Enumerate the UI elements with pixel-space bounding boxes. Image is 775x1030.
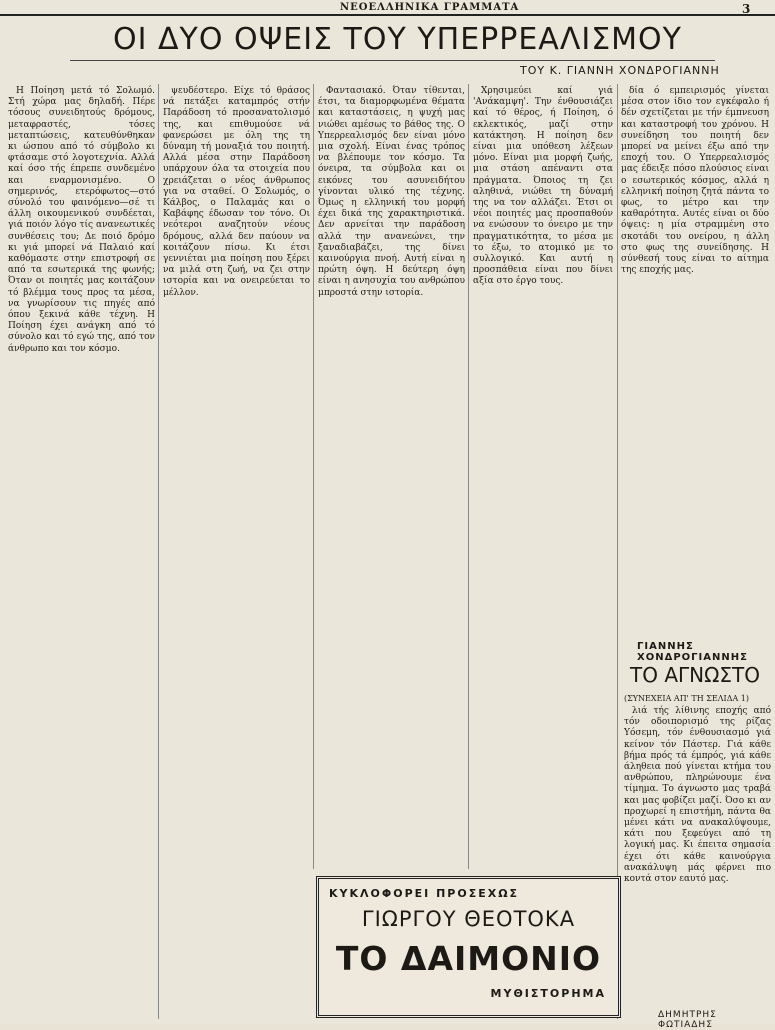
article-column-3 (318, 86, 465, 871)
column-divider (313, 84, 314, 869)
article-byline: ΤΟΥ Κ. ΓΙΑΝΝΗ ΧΟΝΔΡΟΓΙΑΝΝΗ (520, 64, 720, 77)
title-underline (70, 60, 715, 61)
column-divider (158, 84, 159, 1019)
book-advertisement (316, 876, 621, 1018)
article-title: ΟΙ ΔΥΟ ΟΨΕΙΣ ΤΟΥ ΥΠΕΡΡΕΑΛΙΣΜΟΥ (113, 22, 682, 57)
header-rule (0, 14, 775, 16)
column-article-title: ΤΟ ΑΓΝΩΣΤΟ (630, 663, 760, 687)
page-number: 3 (742, 2, 751, 16)
column-text: δία ό εμπειρισμός γίνεται μέσα στον ίδιο τον εγκέφαλο ή δέν σχετίζεται με τήν έμπνευση και καταστροφή του χρόνου. Η συνείδηση του ποιητή δεν μπορεί να μείνει έξω από την εποχή του. Ο Υπερρεαλισμός μας έδειξε πόσο πλούσιος είναι ο εσωτερικός κόσμος, αλλά η ελληνική ποίηση ζητά πάντα το φως, το μέτρο και την καθαρότητα. Αυτές είναι οι δύο όψεις: η μία στραμμένη στο σκοτάδι του ονείρου, η άλλη στο φως της συνείδησης. Η σύνθεσή τους είναι το αίτημα της εποχής μας. (621, 86, 769, 276)
page-header (0, 0, 775, 18)
article-column-1 (8, 86, 155, 1021)
article-column-2 (163, 86, 310, 871)
ad-announcement: ΚΥΚΛΟΦΟΡΕΙ ΠΡΟΣΕΧΩΣ (329, 887, 520, 900)
ad-book-title: ΤΟ ΔΑΙΜΟΝΙΟ (335, 939, 602, 978)
column-divider (468, 84, 469, 869)
ad-author: ΓΙΩΡΓΟΥ ΘΕΟΤΟΚΑ (361, 907, 576, 931)
article-column-4 (473, 86, 613, 871)
column-text: Φαντασιακό. Όταν τίθενται, έτσι, τα διαμορφωμένα θέματα και καταστάσεις, η ψυχή μας νιώθει αμέσως το βάθος της. Ο Υπερρεαλισμός δεν είναι μόνο μια σχολή. Είναι ένας τρόπος να βλέπουμε τον κόσμο. Τα όνειρα, τα σύμβολα και οι εικόνες του ασυνειδήτου γίνονται υλικό της τέχνης. Όμως η ελληνική του μορφή έχει δικά της χαρακτηριστικά. Δεν αρνείται την παράδοση αλλά την ανανεώνει, την ξαναδιαβάζει, της δίνει καινούργια πνοή. Αυτή είναι η πρώτη όψη. Η δεύτερη όψη είναι η ανησυχία του ανθρώπου μπροστά στην ιστορία. (318, 86, 465, 298)
column-text: ψευδέστερο. Είχε τό θράσος νά πετάξει καταμπρός στήν Παράδοση τό προσανατολισμό της, και επιθυμούσε νά φανερώσει με όλη της τη δύναμη τή μοναξιά του ποιητή. Αλλά μέσα στην Παράδοση υπάρχουν όλα τα στοιχεία που χρειάζεται ο νέος άνθρωπος για να σταθεί. Ο Σολωμός, ο Κάλβος, ο Παλαμάς και ο Καβάφης έδωσαν τον τόνο. Οι νεότεροι αναζητούν νέους δρόμους, αλλά δεν παύουν να κοιτάζουν πίσω. Κι έτσι γεννιέται μια ποίηση που ξέρει να μιλά στη ζωή, να ζει στην ιστορία και να ονειρεύεται το μέλλον. (163, 86, 310, 298)
ad-genre: ΜΥΘΙΣΤΟΡΗΜΑ (490, 987, 606, 1000)
article-signature: ΓΙΑΝΝΗΣ ΧΟΝΔΡΟΓΙΑΝΝΗΣ (637, 641, 748, 663)
column-text: Η Ποίηση μετά τό Σολωμό. Στή χώρα μας δηλαδή. Πέρε τόσους συνειδητούς δρόμους, μεταφραστές, τόσες μεταπτώσεις, κατευθύνθηκαν κι ώσπου από τό σύμβολο κι φτάσαμε στό λογοτεχνία. Αλλά καί όσο τής έπρεπε συνδεμένο και εναρμονισμένο. Ο σημερινός, ετερόφωτος—στό σύνολό του φαινόμενο—σέ τι άλλη οικουμενικού συνδέεται, γιά ποιόν λόγο τίς ανανεωτικές συνθέσεις του; Δε ποιό δρόμο κι γιά μπορεί νά Παλαιό καί καθόμαστε στην επιστροφή σε από τα εσωτερικά της φωνής; Όταν οι ποιητές μας κοιτάζουν τό βλέμμα τους προς τα μέσα, να γνωρίσουν τις πηγές από όπου ξεκινά κάθε τέχνη. Η Ποίηση έχει ανάγκη από τό σύνολο και τό εγώ της, από τον άνθρωπο και τον κόσμο. (8, 86, 155, 354)
column-article-body (624, 706, 771, 1008)
continuation-note: (ΣΥΝΕΧΕΙΑ ΑΠ' ΤΗ ΣΕΛΙΔΑ 1) (624, 694, 750, 703)
column-article-signature: ΔΗΜΗΤΡΗΣ ΦΩΤΙΑΔΗΣ (658, 1010, 717, 1030)
column-text: Χρησιμεύει καί γιά 'Ανάκαμψη'. Την ένθουσιάζει καί τό θέρος, ή Ποίηση, ό εκλεκτικός, μαζί στην κατάκτηση. Η ποίηση δεν είναι μια υπόθεση λέξεων μόνο. Είναι μια μορφή ζωής, μια στάση απέναντι στα πράγματα. Όποιος τη ζει αληθινά, νιώθει τη δύναμή της να τον αλλάζει. Έτσι οι νέοι ποιητές μας προσπαθούν να ενώσουν το όνειρο με την πραγματικότητα, το μέσα με το έξω, το ατομικό με το συλλογικό. Και αυτή η προσπάθεια είναι που δίνει αξία στο έργο τους. (473, 86, 613, 287)
column-text: λιά τής λίθινης εποχής από τόν οδοιπορισμό της ρίζας Υόσεμη, τόν ένθουσιασμό γιά κείνον τόν Πάστερ. Γιά κάθε βήμα πρός τά έμπρός, γιά κάθε άληθεια πού γίνεται κτήμα του ανθρώπου, πληρώνουμε ένα τίμημα. Το άγνωστο μας τραβά και μας φοβίζει μαζί. Όσο κι αν προχωρεί η επιστήμη, πάντα θα μένει κάτι να ανακαλύψουμε, κάτι που ξεφεύγει από τη λογική μας. Κι έπειτα σημασία έχει ότι κάθε καινούργια ανακάλυψη μάς φέρνει πιο κοντά στον εαυτό μας. (624, 706, 771, 885)
masthead: ΝΕΟΕΛΛΗΝΙΚΑ ΓΡΑΜΜΑΤΑ (340, 2, 520, 13)
article-column-5 (621, 86, 769, 651)
